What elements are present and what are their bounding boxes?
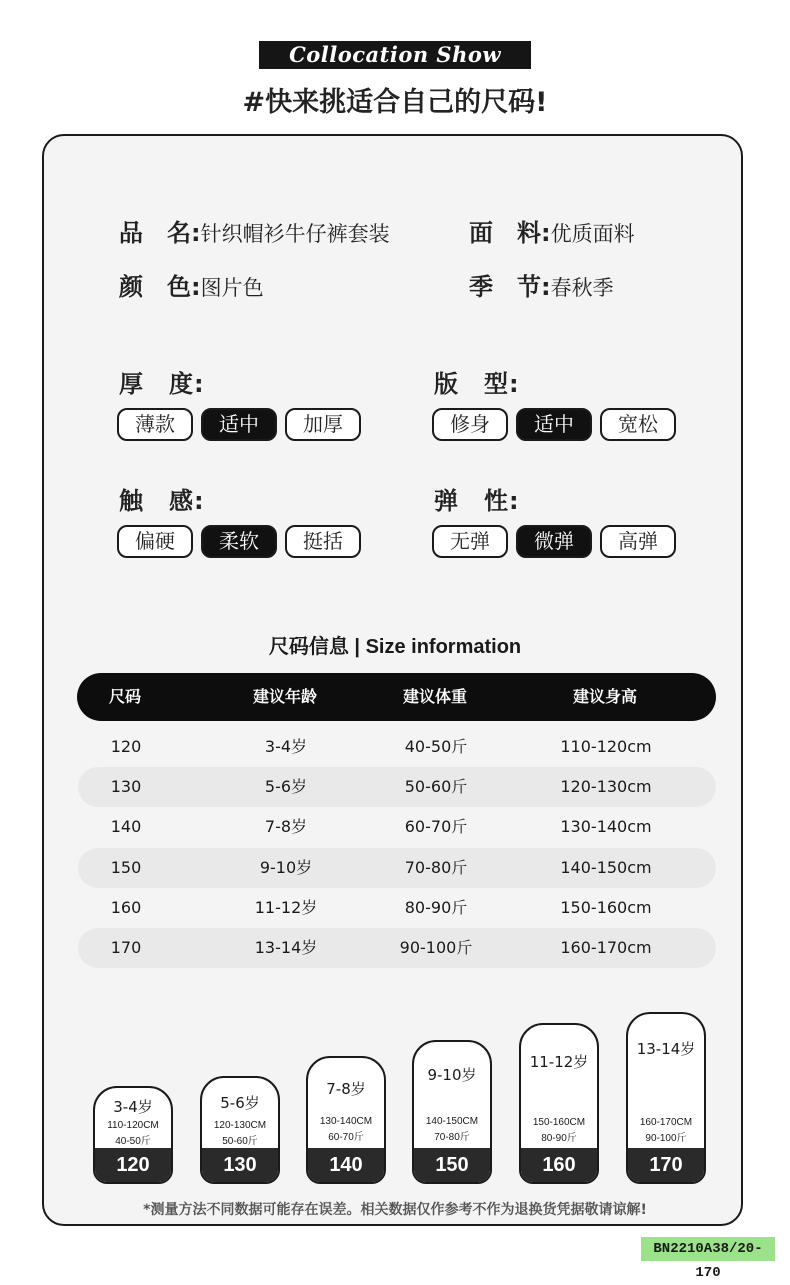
age-cell: 9-10岁: [259, 858, 313, 877]
bar-weight-range: 60-70斤: [328, 1132, 364, 1143]
age-cell: 13-14岁: [254, 938, 318, 957]
fabric-value: 优质面料: [550, 222, 635, 246]
table-row: [78, 727, 716, 767]
bar-weight-range: 40-50斤: [115, 1136, 151, 1147]
weight-cell: 60-70斤: [404, 817, 468, 836]
fabric-key: 面 料:: [469, 219, 551, 247]
size-table-header: [77, 673, 716, 721]
fit-options: [432, 408, 676, 441]
page-subtitle: #快来挑适合自己的尺码!: [242, 87, 548, 118]
thickness-options: [117, 408, 361, 441]
bar-age: 11-12岁: [529, 1053, 589, 1071]
elasticity-option-none: 无弹: [432, 525, 508, 558]
bar-height-range: 110-120CM: [107, 1120, 159, 1131]
age-cell: 7-8岁: [264, 817, 308, 836]
bar-size-label: 170: [628, 1148, 704, 1182]
elasticity-option-high: 高弹: [600, 525, 676, 558]
fabric-info: [469, 213, 635, 248]
size-bar-160: [519, 1023, 599, 1184]
elasticity-options: [432, 525, 676, 558]
bar-size-label: 160: [521, 1148, 597, 1182]
table-row: [78, 928, 716, 968]
elasticity-option-slight: 微弹: [516, 525, 592, 558]
weight-cell: 80-90斤: [404, 898, 468, 917]
height-cell: 150-160cm: [560, 898, 652, 917]
height-cell: 130-140cm: [560, 817, 652, 836]
fit-title: 版 型:: [434, 370, 520, 398]
season-info: [469, 267, 614, 302]
size-bar-120: [93, 1086, 173, 1184]
thickness-option-thick: 加厚: [285, 408, 361, 441]
touch-options: [117, 525, 361, 558]
weight-cell: 50-60斤: [404, 777, 468, 796]
header-age: 建议年龄: [252, 687, 317, 706]
age-cell: 5-6岁: [264, 777, 308, 796]
size-cell: 120: [110, 737, 142, 756]
measurement-note: *测量方法不同数据可能存在误差。相关数据仅作参考不作为退换货凭据敬请谅解!: [143, 1202, 647, 1218]
fit-option-loose: 宽松: [600, 408, 676, 441]
size-cell: 170: [110, 938, 142, 957]
fit-option-regular: 适中: [516, 408, 592, 441]
size-cell: 130: [110, 777, 142, 796]
height-cell: 160-170cm: [560, 938, 652, 957]
product-name-key: 品 名:: [119, 219, 201, 247]
color-value: 图片色: [200, 276, 264, 300]
touch-title: 触 感:: [119, 487, 205, 515]
bar-weight-range: 50-60斤: [222, 1136, 258, 1147]
size-cell: 160: [110, 898, 142, 917]
height-cell: 120-130cm: [560, 777, 652, 796]
fit-option-slim: 修身: [432, 408, 508, 441]
size-bar-140: [306, 1056, 386, 1184]
product-code-badge: BN2210A38/20-170: [641, 1237, 775, 1261]
bar-age: 3-4岁: [113, 1098, 153, 1116]
product-name-info: [119, 213, 390, 248]
bar-height-range: 140-150CM: [425, 1116, 479, 1127]
weight-cell: 90-100斤: [399, 938, 473, 957]
touch-option-stiff: 偏硬: [117, 525, 193, 558]
thickness-option-medium: 适中: [201, 408, 277, 441]
height-cell: 110-120cm: [560, 737, 652, 756]
color-key: 颜 色:: [119, 273, 201, 301]
bar-age: 9-10岁: [427, 1066, 477, 1084]
table-row: [78, 767, 716, 807]
bar-size-label: 130: [202, 1148, 278, 1182]
height-cell: 140-150cm: [560, 858, 652, 877]
weight-cell: 40-50斤: [404, 737, 468, 756]
bar-age: 7-8岁: [326, 1080, 366, 1098]
bar-age: 13-14岁: [636, 1040, 696, 1058]
header-size: 尺码: [108, 687, 141, 706]
touch-option-soft: 柔软: [201, 525, 277, 558]
bar-height-range: 130-140CM: [319, 1116, 373, 1127]
bar-weight-range: 70-80斤: [434, 1132, 470, 1143]
bar-height-range: 120-130CM: [213, 1120, 267, 1131]
bar-weight-range: 80-90斤: [541, 1133, 577, 1144]
bar-size-label: 140: [308, 1148, 384, 1182]
bar-height-range: 150-160CM: [532, 1117, 586, 1128]
table-row: [78, 848, 716, 888]
thickness-option-thin: 薄款: [117, 408, 193, 441]
bar-size-label: 150: [414, 1148, 490, 1182]
age-cell: 3-4岁: [264, 737, 308, 756]
header-weight: 建议体重: [402, 687, 467, 706]
bar-size-label: 120: [95, 1148, 171, 1182]
size-bar-130: [200, 1076, 280, 1184]
age-cell: 11-12岁: [254, 898, 318, 917]
season-key: 季 节:: [469, 273, 551, 301]
bar-height-range: 160-170CM: [639, 1117, 693, 1128]
season-value: 春秋季: [550, 276, 614, 300]
size-bar-170: [626, 1012, 706, 1184]
collocation-show-banner: Collocation Show: [259, 41, 531, 69]
size-cell: 140: [110, 817, 142, 836]
weight-cell: 70-80斤: [404, 858, 468, 877]
color-info: [119, 267, 264, 302]
bar-weight-range: 90-100斤: [645, 1133, 687, 1144]
size-cell: 150: [110, 858, 142, 877]
bar-age: 5-6岁: [220, 1094, 260, 1112]
table-row: [78, 888, 716, 928]
product-name-value: 针织帽衫牛仔裤套装: [200, 222, 390, 246]
size-info-title: 尺码信息 | Size information: [268, 636, 522, 658]
thickness-title: 厚 度:: [119, 370, 205, 398]
elasticity-title: 弹 性:: [434, 487, 520, 515]
size-bar-150: [412, 1040, 492, 1184]
header-height: 建议身高: [572, 687, 637, 706]
touch-option-crisp: 挺括: [285, 525, 361, 558]
table-row: [78, 807, 716, 847]
